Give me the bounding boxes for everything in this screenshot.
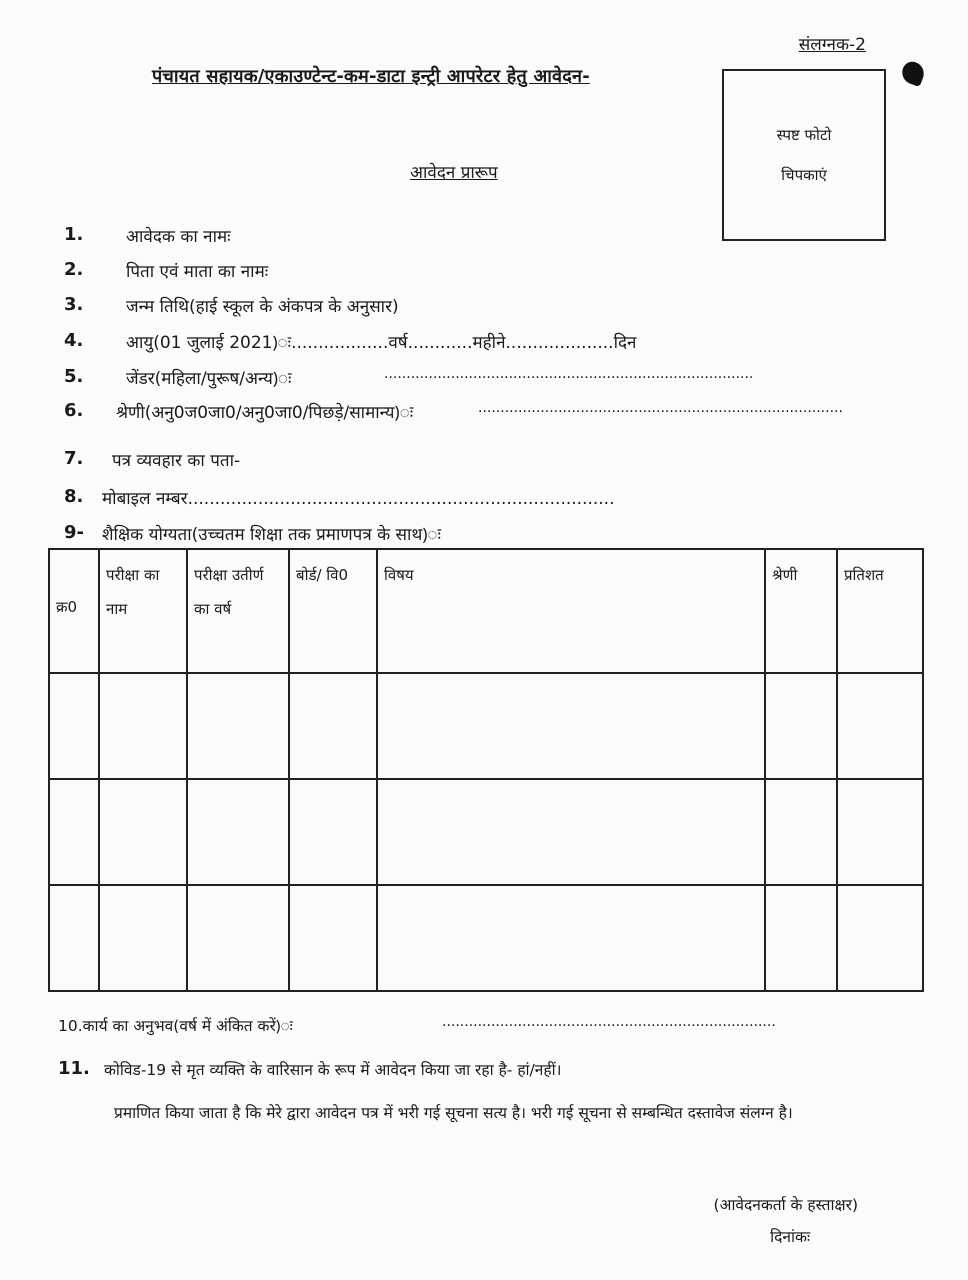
table-cell[interactable] bbox=[289, 885, 377, 991]
date-label: दिनांकः bbox=[770, 1228, 810, 1246]
table-cell[interactable] bbox=[187, 885, 289, 991]
field-number: 6. bbox=[64, 400, 84, 421]
header-percentage: प्रतिशत bbox=[837, 549, 923, 673]
annex-label: संलग्नक-2 bbox=[798, 35, 866, 55]
table-cell[interactable] bbox=[377, 779, 765, 885]
field-number: 1. bbox=[64, 224, 84, 245]
field-label: 10.कार्य का अनुभव(वर्ष में अंकित करें)ः bbox=[58, 1017, 293, 1035]
table-cell[interactable] bbox=[289, 673, 377, 779]
table-cell[interactable] bbox=[187, 779, 289, 885]
certification-text: प्रमाणित किया जाता है कि मेरे द्वारा आवेदन पत्र में भरी गई सूचना सत्य है। भरी गई सूचना से सम्बन्धित दस्तावेज संलग्न है। bbox=[114, 1104, 793, 1122]
form-title: पंचायत सहायक/एकाउण्टेन्ट-कम-डाटा इन्ट्री आपरेटर हेतु आवेदन- bbox=[152, 66, 590, 87]
table-row[interactable] bbox=[49, 885, 923, 991]
table-cell[interactable] bbox=[289, 779, 377, 885]
field-number: 5. bbox=[64, 366, 84, 387]
field-label: पिता एवं माता का नामः bbox=[126, 262, 269, 282]
table-cell[interactable] bbox=[99, 673, 187, 779]
header-serial: क्र0 bbox=[49, 549, 99, 673]
photo-box-line2: चिपकाएं bbox=[781, 166, 827, 184]
field-label: पत्र व्यवहार का पता- bbox=[112, 451, 241, 471]
table-cell[interactable] bbox=[99, 885, 187, 991]
header-exam-year: परीक्षा उतीर्ण का वर्ष bbox=[187, 549, 289, 673]
table-cell[interactable] bbox=[377, 673, 765, 779]
field-number: 11. bbox=[58, 1058, 90, 1079]
field-number: 2. bbox=[64, 259, 84, 280]
field-number: 9- bbox=[64, 522, 84, 543]
field-label: आयु(01 जुलाई 2021)ः..................वर्ष............महीने....................दिन bbox=[126, 333, 637, 353]
table-cell[interactable] bbox=[765, 885, 837, 991]
field-label: जेंडर(महिला/पुरूष/अन्य)ः bbox=[126, 369, 292, 389]
field-blank: ................................................................................... bbox=[384, 366, 754, 382]
header-board: बोर्ड/ वि0 bbox=[289, 549, 377, 673]
table-cell[interactable] bbox=[187, 673, 289, 779]
field-label: मोबाइल नम्बर............................................................................... bbox=[102, 489, 615, 509]
table-cell[interactable] bbox=[49, 885, 99, 991]
table-cell[interactable] bbox=[837, 885, 923, 991]
ink-mark bbox=[899, 59, 927, 87]
table-cell[interactable] bbox=[99, 779, 187, 885]
table-cell[interactable] bbox=[377, 885, 765, 991]
table-cell[interactable] bbox=[49, 673, 99, 779]
table-cell[interactable] bbox=[837, 779, 923, 885]
photo-box-line1: स्पष्ट फोटो bbox=[776, 126, 832, 144]
signature-label: (आवेदनकर्ता के हस्ताक्षर) bbox=[713, 1196, 858, 1214]
table-header-row bbox=[49, 549, 923, 673]
field-label: जन्म तिथि(हाई स्कूल के अंकपत्र के अनुसार) bbox=[126, 297, 399, 317]
field-label: श्रेणी(अनु0ज0जा0/अनु0जा0/पिछड़े/सामान्य)ः bbox=[116, 403, 414, 423]
field-blank: .................................................................................. bbox=[478, 400, 843, 416]
field-number: 7. bbox=[64, 448, 84, 469]
field-label: शैक्षिक योग्यता(उच्चतम शिक्षा तक प्रमाणपत्र के साथ)ः bbox=[102, 525, 441, 545]
field-number: 8. bbox=[64, 486, 84, 507]
photo-box[interactable] bbox=[722, 69, 886, 241]
table-cell[interactable] bbox=[765, 779, 837, 885]
header-exam-name: परीक्षा का नाम bbox=[99, 549, 187, 673]
field-number: 3. bbox=[64, 294, 84, 315]
table-cell[interactable] bbox=[837, 673, 923, 779]
field-label: कोविड-19 से मृत व्यक्ति के वारिसान के रूप में आवेदन किया जा रहा है- हां/नहीं। bbox=[104, 1061, 562, 1079]
field-label: आवेदक का नामः bbox=[126, 227, 231, 247]
field-blank: ........................................................................... bbox=[442, 1014, 776, 1030]
qualification-table bbox=[48, 548, 924, 992]
header-division: श्रेणी bbox=[765, 549, 837, 673]
table-row[interactable] bbox=[49, 673, 923, 779]
table-cell[interactable] bbox=[49, 779, 99, 885]
form-subtitle: आवेदन प्रारूप bbox=[410, 163, 498, 183]
table-cell[interactable] bbox=[765, 673, 837, 779]
field-number: 4. bbox=[64, 330, 84, 351]
header-subject: विषय bbox=[377, 549, 765, 673]
table-row[interactable] bbox=[49, 779, 923, 885]
